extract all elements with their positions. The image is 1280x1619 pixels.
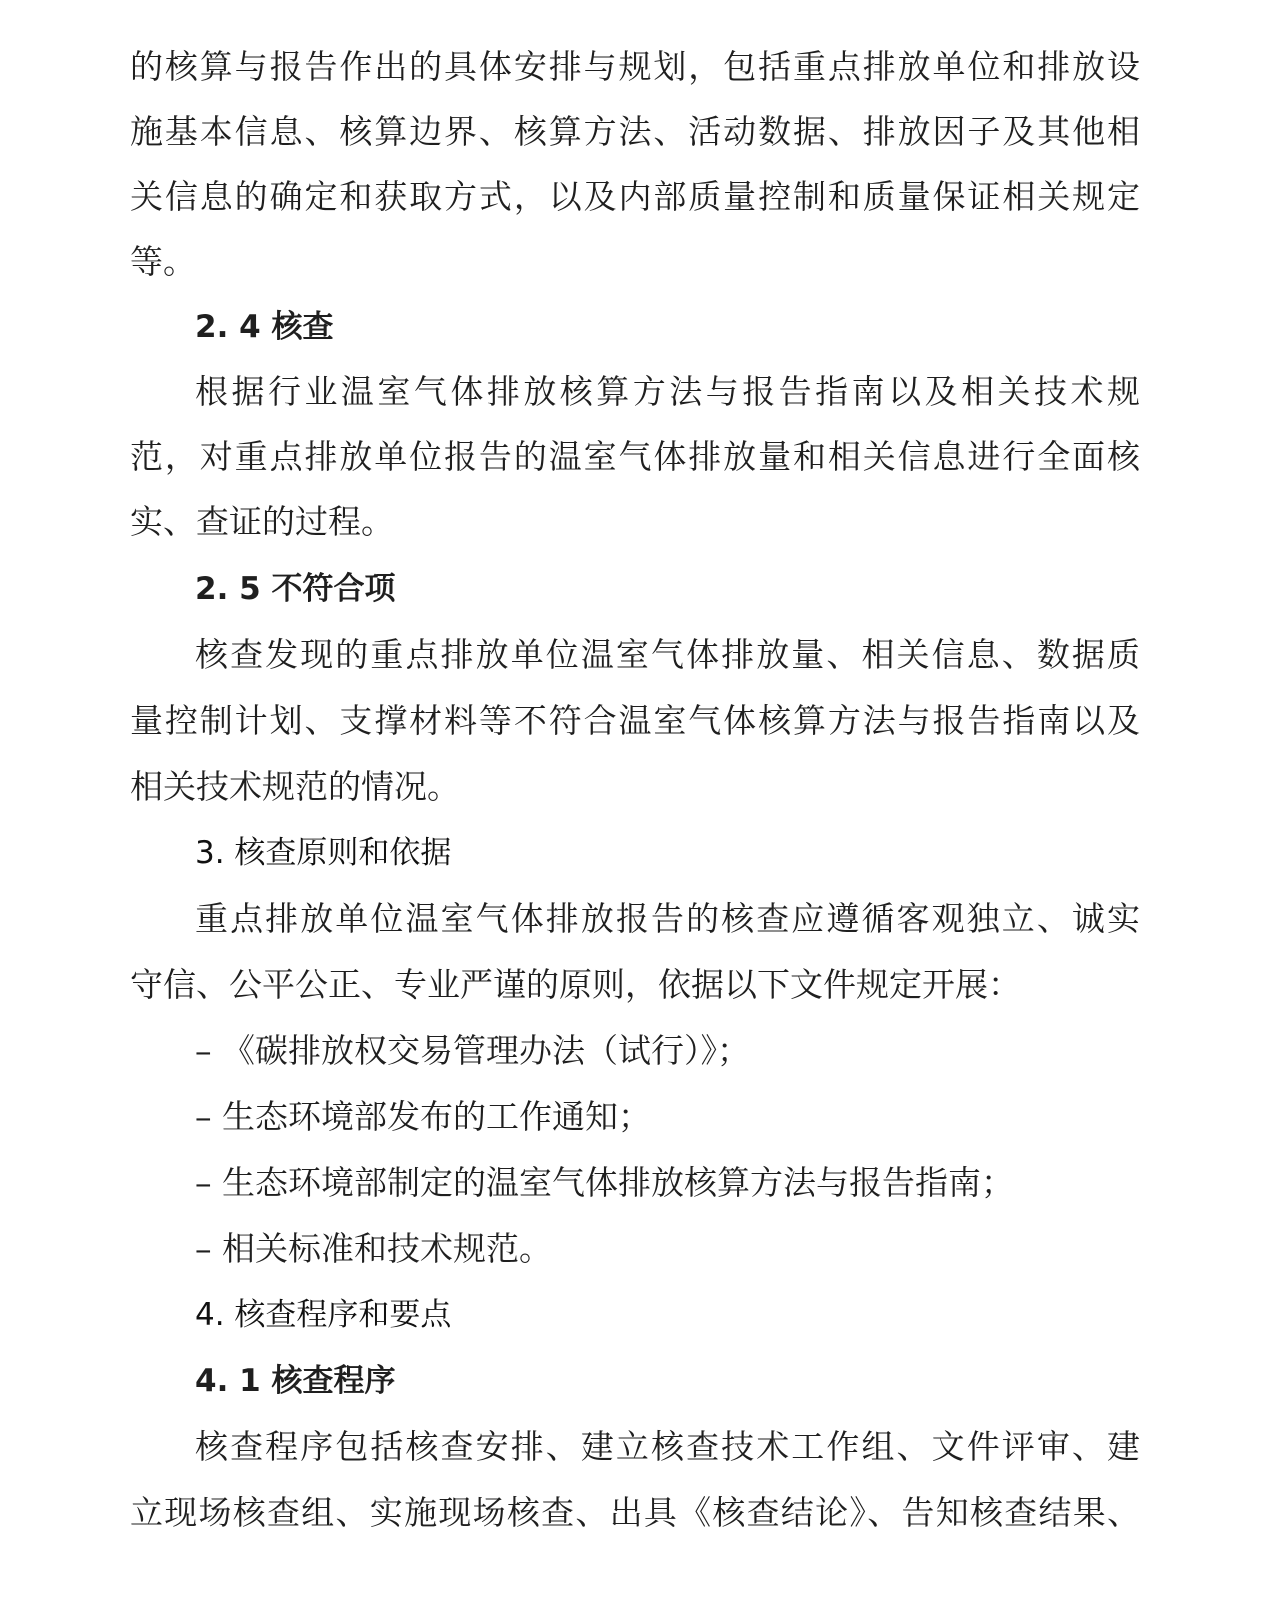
paragraph-line: 核查发现的重点排放单位温室气体排放量、相关信息、数据质 (195, 635, 1140, 674)
paragraph-line: 范，对重点排放单位报告的温室气体排放量和相关信息进行全面核 (130, 437, 1140, 476)
list-item: – 《碳排放权交易管理办法（试行）》； (195, 1031, 750, 1070)
paragraph-line: 重点排放单位温室气体排放报告的核查应遵循客观独立、诚实 (195, 899, 1140, 938)
section-heading-4-1: 4. 1 核查程序 (195, 1363, 396, 1399)
paragraph-line: 相关技术规范的情况。 (130, 767, 460, 806)
list-item: – 生态环境部制定的温室气体排放核算方法与报告指南； (195, 1163, 1014, 1202)
paragraph-line: 量控制计划、支撑材料等不符合温室气体核算方法与报告指南以及 (130, 701, 1140, 740)
list-item: – 生态环境部发布的工作通知； (195, 1097, 651, 1136)
paragraph-line: 等。 (130, 242, 196, 281)
section-heading-3: 3. 核查原则和依据 (195, 835, 452, 871)
list-item: – 相关标准和技术规范。 (195, 1229, 552, 1268)
paragraph-line: 的核算与报告作出的具体安排与规划，包括重点排放单位和排放设 (130, 47, 1140, 86)
paragraph-line: 实、查证的过程。 (130, 502, 394, 541)
paragraph-line: 核查程序包括核查安排、建立核查技术工作组、文件评审、建 (195, 1427, 1140, 1466)
paragraph-line: 立现场核查组、实施现场核查、出具《核查结论》、告知核查结果、 (130, 1493, 1140, 1532)
paragraph-line: 关信息的确定和获取方式，以及内部质量控制和质量保证相关规定 (130, 177, 1140, 216)
paragraph-line: 守信、公平公正、专业严谨的原则，依据以下文件规定开展： (130, 965, 1021, 1004)
section-heading-2-4: 2. 4 核查 (195, 309, 334, 345)
paragraph-line: 根据行业温室气体排放核算方法与报告指南以及相关技术规 (195, 372, 1140, 411)
section-heading-2-5: 2. 5 不符合项 (195, 571, 396, 607)
section-heading-4: 4. 核查程序和要点 (195, 1297, 452, 1333)
paragraph-line: 施基本信息、核算边界、核算方法、活动数据、排放因子及其他相 (130, 112, 1140, 151)
